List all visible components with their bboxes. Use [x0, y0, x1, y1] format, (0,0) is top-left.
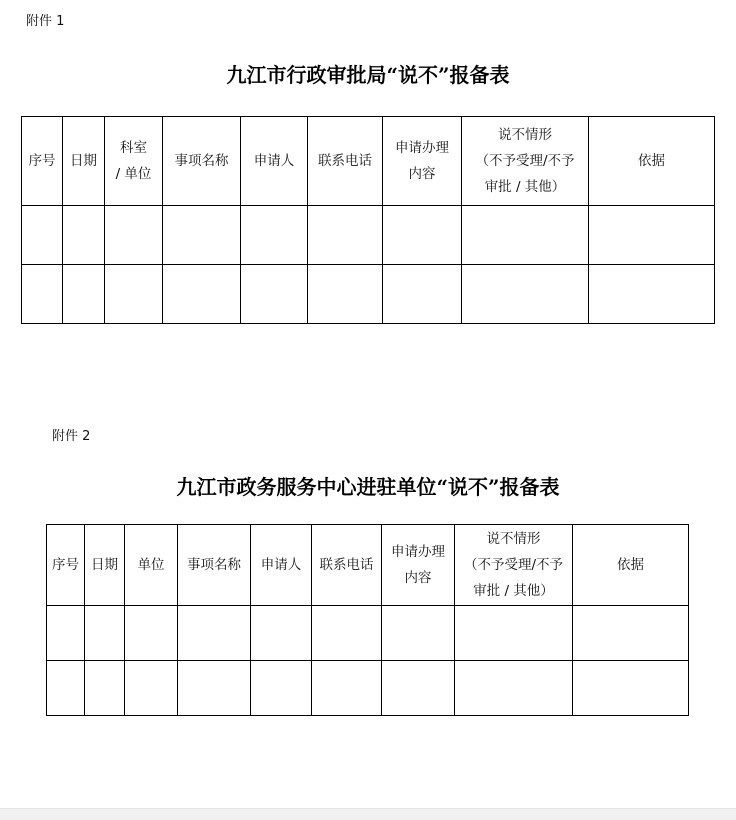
header-applicant: 申请人 — [241, 117, 308, 206]
header-content-line2: 内容 — [408, 166, 436, 182]
table-cell[interactable] — [85, 661, 125, 716]
table-cell[interactable] — [462, 206, 589, 265]
table-cell[interactable] — [125, 661, 178, 716]
header-item-name: 事项名称 — [163, 117, 241, 206]
header-basis: 依据 — [573, 525, 689, 606]
table-cell[interactable] — [178, 661, 251, 716]
header-refusal — [455, 525, 573, 606]
table-row — [47, 606, 689, 661]
header-refusal-line3: 审批 / 其他） — [484, 179, 566, 195]
header-item-name: 事项名称 — [178, 525, 251, 606]
table-row — [22, 206, 715, 265]
header-date: 日期 — [63, 117, 105, 206]
attachment2-header-row — [47, 525, 689, 606]
table-cell[interactable] — [312, 661, 382, 716]
header-content — [383, 117, 462, 206]
table-cell[interactable] — [573, 606, 689, 661]
table-cell[interactable] — [105, 206, 163, 265]
table-cell[interactable] — [455, 661, 573, 716]
table-cell[interactable] — [382, 661, 455, 716]
header-content — [382, 525, 455, 606]
header-content-line1: 申请办理 — [391, 544, 445, 560]
header-refusal-line2: （不予受理/不予 — [475, 153, 575, 169]
table-cell[interactable] — [47, 606, 85, 661]
table-cell[interactable] — [251, 661, 312, 716]
table-cell[interactable] — [589, 206, 715, 265]
header-basis: 依据 — [589, 117, 715, 206]
table-cell[interactable] — [589, 265, 715, 324]
table-cell[interactable] — [573, 661, 689, 716]
header-date: 日期 — [85, 525, 125, 606]
attachment2-title: 九江市政务服务中心进驻单位“说不”报备表 — [176, 475, 560, 499]
table-cell[interactable] — [125, 606, 178, 661]
header-seq: 序号 — [22, 117, 63, 206]
table-cell[interactable] — [178, 606, 251, 661]
attachment2-label: 附件 2 — [52, 429, 91, 444]
attachment1-table — [21, 116, 715, 324]
table-cell[interactable] — [22, 206, 63, 265]
header-applicant: 申请人 — [251, 525, 312, 606]
header-dept-line2: / 单位 — [115, 166, 152, 182]
table-cell[interactable] — [22, 265, 63, 324]
header-content-line2: 内容 — [404, 570, 432, 586]
header-dept-line1: 科室 — [120, 140, 147, 156]
attachment1-label: 附件 1 — [26, 14, 65, 29]
attachment2-table — [46, 524, 689, 716]
table-cell[interactable] — [455, 606, 573, 661]
header-dept — [105, 117, 163, 206]
table-row — [47, 661, 689, 716]
table-cell[interactable] — [251, 606, 312, 661]
table-cell[interactable] — [163, 206, 241, 265]
table-cell[interactable] — [312, 606, 382, 661]
attachment1-header-row — [22, 117, 715, 206]
table-cell[interactable] — [47, 661, 85, 716]
table-cell[interactable] — [382, 606, 455, 661]
attachment1-title: 九江市行政审批局“说不”报备表 — [226, 63, 510, 87]
header-refusal-line1: 说不情形 — [486, 531, 541, 547]
header-phone: 联系电话 — [312, 525, 382, 606]
table-cell[interactable] — [105, 265, 163, 324]
table-cell[interactable] — [241, 206, 308, 265]
header-phone: 联系电话 — [308, 117, 383, 206]
header-refusal — [462, 117, 589, 206]
table-cell[interactable] — [63, 206, 105, 265]
header-refusal-line2: （不予受理/不予 — [463, 557, 564, 573]
table-cell[interactable] — [85, 606, 125, 661]
table-cell[interactable] — [383, 206, 462, 265]
header-unit: 单位 — [125, 525, 178, 606]
table-cell[interactable] — [462, 265, 589, 324]
header-content-line1: 申请办理 — [395, 140, 449, 156]
table-cell[interactable] — [63, 265, 105, 324]
header-refusal-line1: 说不情形 — [498, 127, 552, 143]
table-row — [22, 265, 715, 324]
table-cell[interactable] — [163, 265, 241, 324]
table-cell[interactable] — [241, 265, 308, 324]
table-cell[interactable] — [383, 265, 462, 324]
table-cell[interactable] — [308, 265, 383, 324]
header-refusal-line3: 审批 / 其他） — [473, 583, 554, 599]
table-cell[interactable] — [308, 206, 383, 265]
header-seq: 序号 — [47, 525, 85, 606]
bottom-scroll-bar — [0, 808, 736, 820]
